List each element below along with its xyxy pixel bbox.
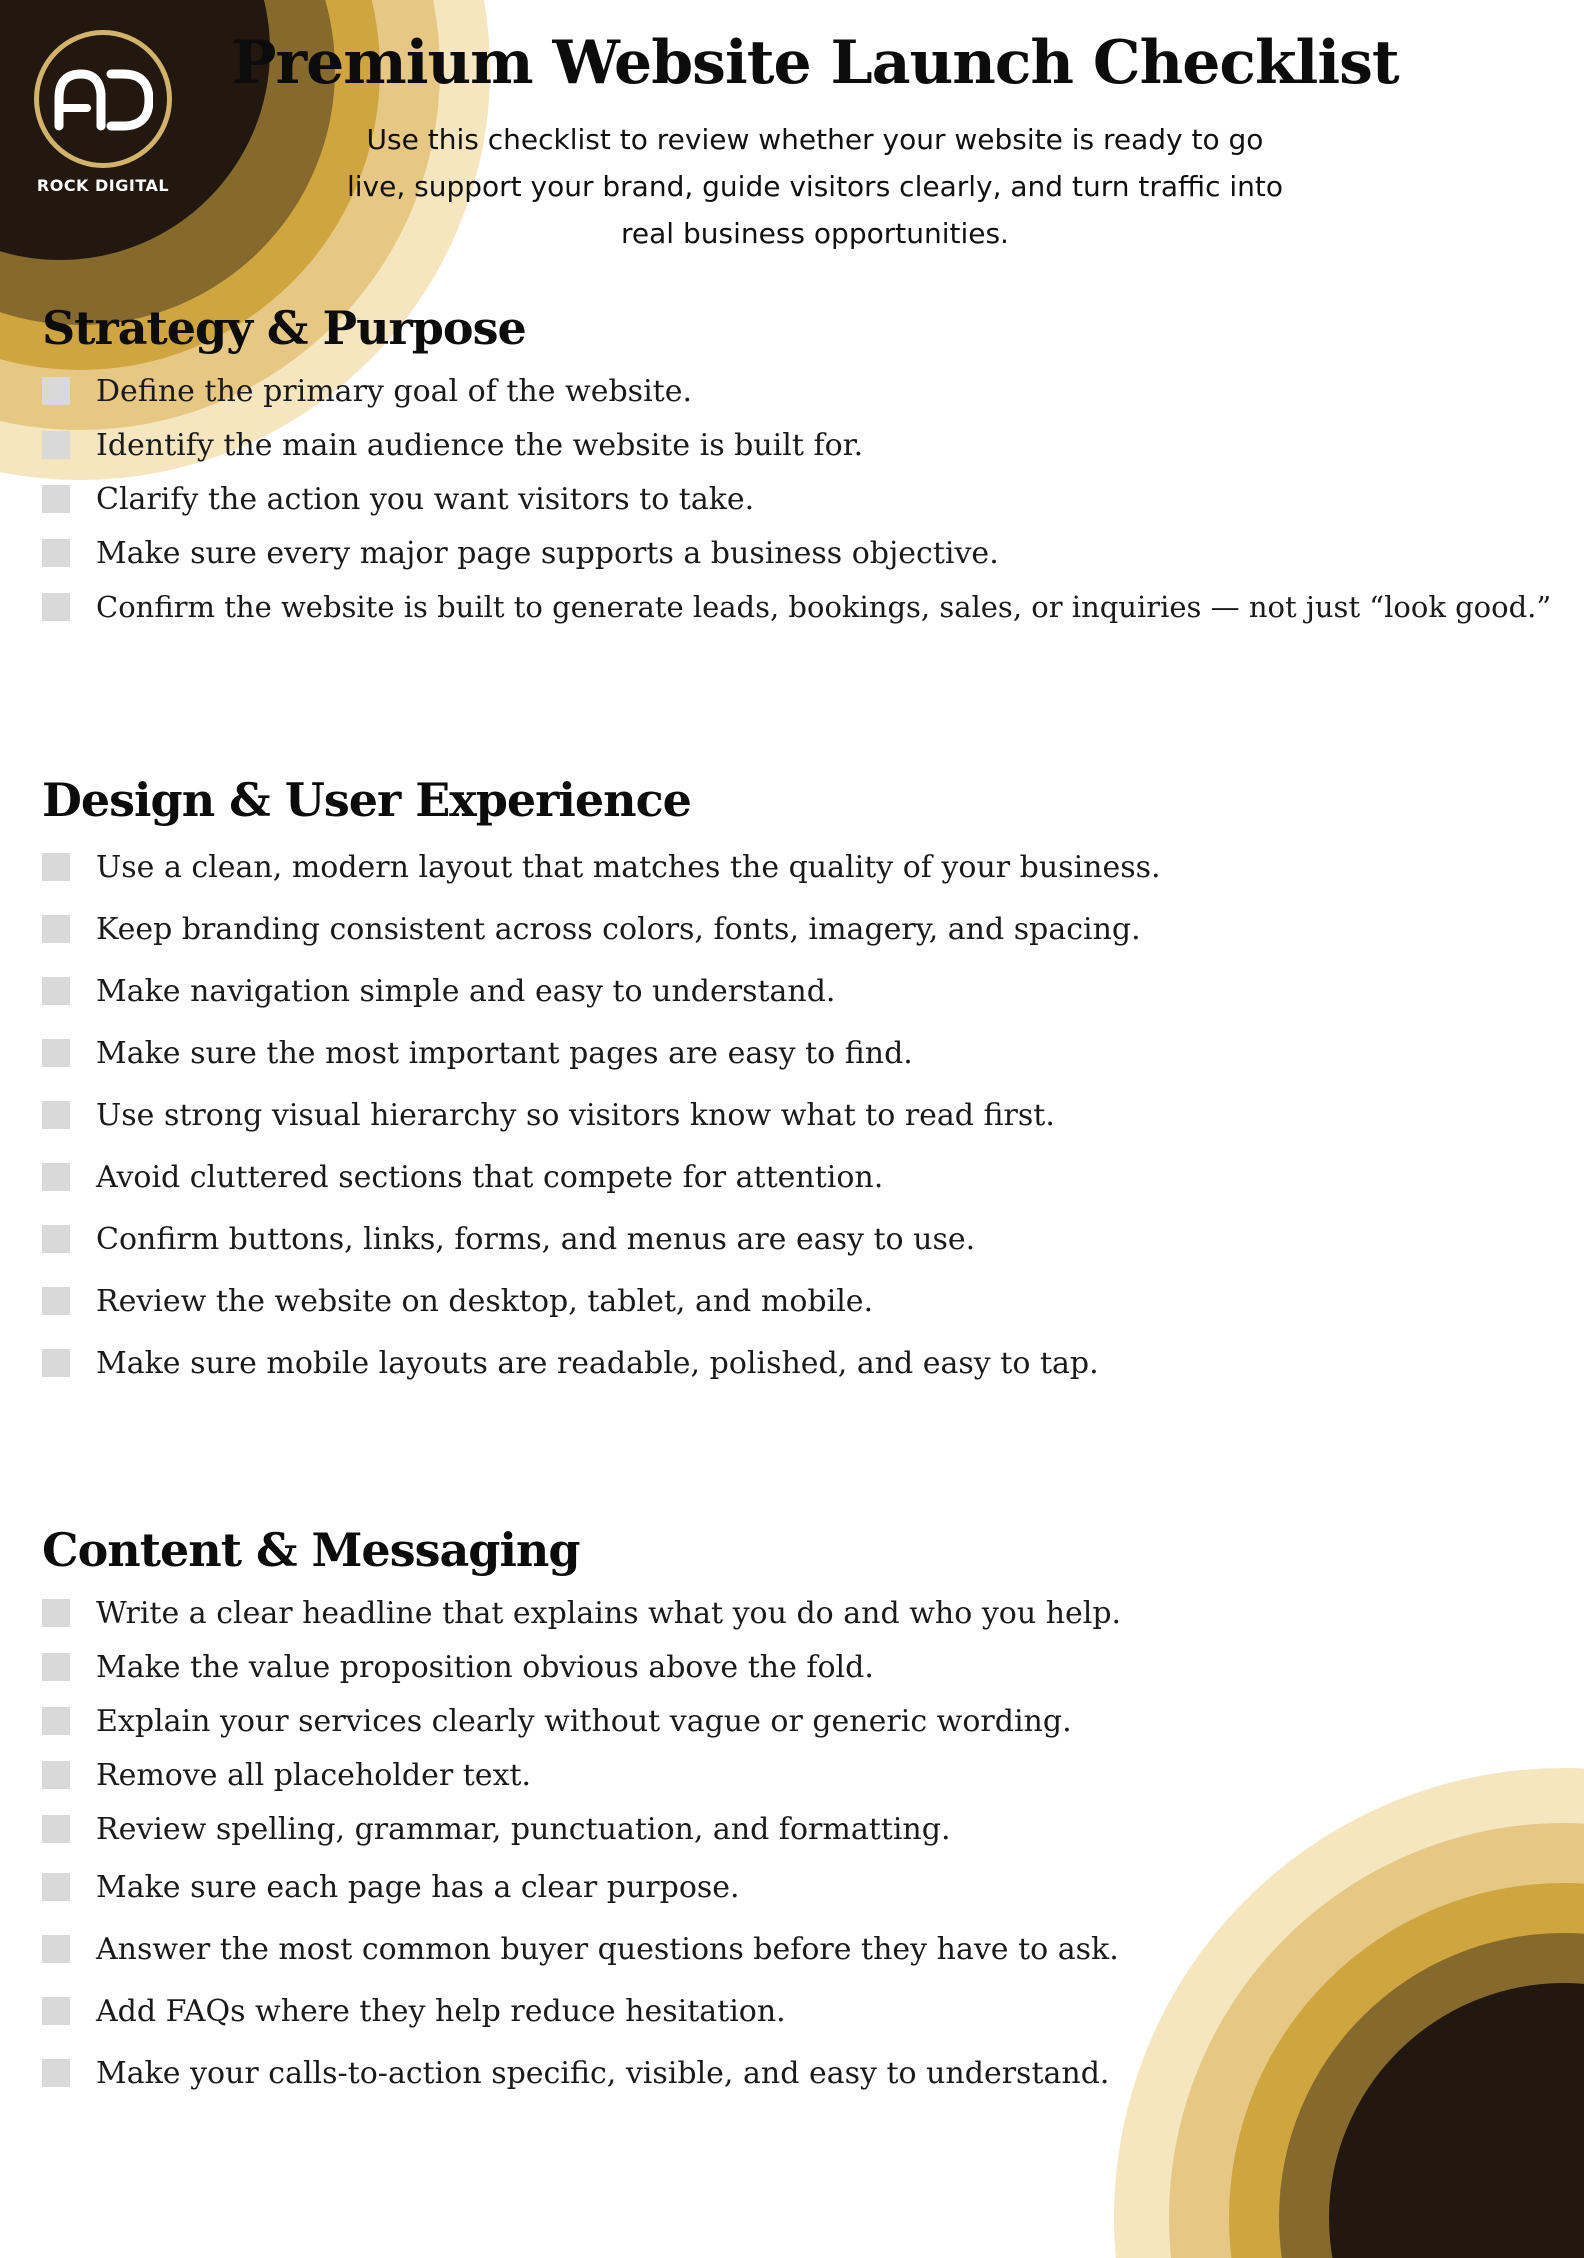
checklist-item bbox=[42, 1208, 1161, 1270]
checkbox[interactable] bbox=[42, 853, 70, 881]
checklist-item-label: Review the website on desktop, tablet, and mobile. bbox=[96, 1283, 874, 1319]
logo-badge bbox=[34, 30, 172, 168]
checklist-item-label: Keep branding consistent across colors, fonts, imagery, and spacing. bbox=[96, 911, 1141, 947]
checkbox[interactable] bbox=[42, 1653, 70, 1681]
checklist-item-label: Make sure the most important pages are easy to find. bbox=[96, 1035, 913, 1071]
checklist-item bbox=[42, 418, 1551, 472]
checklist-item bbox=[42, 1332, 1161, 1394]
checklist-item-label: Remove all placeholder text. bbox=[96, 1757, 532, 1793]
checklist-item bbox=[42, 960, 1161, 1022]
checklist-item-label: Make your calls-to-action specific, visible, and easy to understand. bbox=[96, 2055, 1110, 2091]
checkbox[interactable] bbox=[42, 377, 70, 405]
checkbox[interactable] bbox=[42, 1761, 70, 1789]
brand-logo bbox=[28, 30, 178, 195]
checklist bbox=[42, 836, 1161, 1394]
checkbox[interactable] bbox=[42, 1815, 70, 1843]
checkbox[interactable] bbox=[42, 539, 70, 567]
checklist-item bbox=[42, 472, 1551, 526]
checklist-item bbox=[42, 1022, 1161, 1084]
checklist-item-label: Confirm the website is built to generate leads, bookings, sales, or inquiries — not just “look good.” bbox=[96, 590, 1552, 624]
checklist-item-label: Use strong visual hierarchy so visitors know what to read first. bbox=[96, 1097, 1055, 1133]
checkbox[interactable] bbox=[42, 2059, 70, 2087]
checklist-item-label: Make the value proposition obvious above the fold. bbox=[96, 1649, 874, 1685]
intro-text: Use this checklist to review whether your website is ready to go live, support your brand, guide visitors clearly, and turn traffic into real business opportunities. bbox=[346, 123, 1284, 250]
checklist-item bbox=[42, 1640, 1121, 1694]
checkbox[interactable] bbox=[42, 1599, 70, 1627]
checklist-item-label: Avoid cluttered sections that compete for attention. bbox=[96, 1159, 884, 1195]
checklist-item bbox=[42, 836, 1161, 898]
ad-monogram-icon bbox=[53, 64, 153, 134]
checklist-item-label: Add FAQs where they help reduce hesitation. bbox=[96, 1993, 786, 2029]
checkbox[interactable] bbox=[42, 1039, 70, 1067]
checklist-item-label: Confirm buttons, links, forms, and menus are easy to use. bbox=[96, 1221, 976, 1257]
checklist-item-label: Use a clean, modern layout that matches the quality of your business. bbox=[96, 849, 1161, 885]
section-strategy-purpose bbox=[42, 298, 1551, 634]
checklist-item-label: Make navigation simple and easy to understand. bbox=[96, 973, 836, 1009]
checklist-item-label: Clarify the action you want visitors to take. bbox=[96, 481, 755, 517]
checklist-item bbox=[42, 1084, 1161, 1146]
section-design-ux bbox=[42, 770, 1161, 1394]
section-title: Design & User Experience bbox=[42, 773, 691, 827]
checklist-item bbox=[42, 1694, 1121, 1748]
checklist-item-label: Make sure every major page supports a business objective. bbox=[96, 535, 999, 571]
checklist-item bbox=[42, 898, 1161, 960]
checklist bbox=[42, 1586, 1121, 2104]
checklist-item bbox=[42, 1856, 1121, 1918]
checklist-item-label: Make sure each page has a clear purpose. bbox=[96, 1869, 740, 1905]
checklist-item bbox=[42, 1980, 1121, 2042]
checkbox[interactable] bbox=[42, 977, 70, 1005]
checklist-item-label: Make sure mobile layouts are readable, polished, and easy to tap. bbox=[96, 1345, 1099, 1381]
checklist-item bbox=[42, 1802, 1121, 1856]
page-title: Premium Website Launch Checklist bbox=[231, 28, 1399, 98]
checkbox[interactable] bbox=[42, 1935, 70, 1963]
checklist-item-label: Explain your services clearly without vague or generic wording. bbox=[96, 1703, 1072, 1739]
checklist-item bbox=[42, 364, 1551, 418]
checkbox[interactable] bbox=[42, 1707, 70, 1735]
logo-name: ROCK DIGITAL bbox=[36, 176, 170, 195]
checkbox[interactable] bbox=[42, 1101, 70, 1129]
checkbox[interactable] bbox=[42, 1349, 70, 1377]
checklist-item bbox=[42, 2042, 1121, 2104]
checkbox[interactable] bbox=[42, 1163, 70, 1191]
checklist-item bbox=[42, 1748, 1121, 1802]
checklist-item bbox=[42, 1918, 1121, 1980]
checkbox[interactable] bbox=[42, 1873, 70, 1901]
checkbox[interactable] bbox=[42, 593, 70, 621]
section-content-messaging bbox=[42, 1520, 1121, 2104]
checklist-item-label: Define the primary goal of the website. bbox=[96, 373, 693, 409]
checklist-item bbox=[42, 1146, 1161, 1208]
checkbox[interactable] bbox=[42, 1225, 70, 1253]
checkbox[interactable] bbox=[42, 1287, 70, 1315]
bottom-right-decoration bbox=[1114, 1768, 1584, 2258]
checkbox[interactable] bbox=[42, 1997, 70, 2025]
checkbox[interactable] bbox=[42, 431, 70, 459]
section-title: Strategy & Purpose bbox=[42, 301, 526, 355]
checklist-item bbox=[42, 1586, 1121, 1640]
checklist-item bbox=[42, 526, 1551, 580]
checklist-item-label: Review spelling, grammar, punctuation, and formatting. bbox=[96, 1811, 951, 1847]
section-title: Content & Messaging bbox=[42, 1523, 580, 1577]
checklist-item bbox=[42, 1270, 1161, 1332]
checklist-item-label: Answer the most common buyer questions before they have to ask. bbox=[96, 1931, 1119, 1967]
checklist-item-label: Identify the main audience the website is built for. bbox=[96, 427, 864, 463]
checklist-item bbox=[42, 580, 1551, 634]
checklist-item-label: Write a clear headline that explains what you do and who you help. bbox=[96, 1595, 1122, 1631]
checklist bbox=[42, 364, 1551, 634]
checkbox[interactable] bbox=[42, 485, 70, 513]
checkbox[interactable] bbox=[42, 915, 70, 943]
